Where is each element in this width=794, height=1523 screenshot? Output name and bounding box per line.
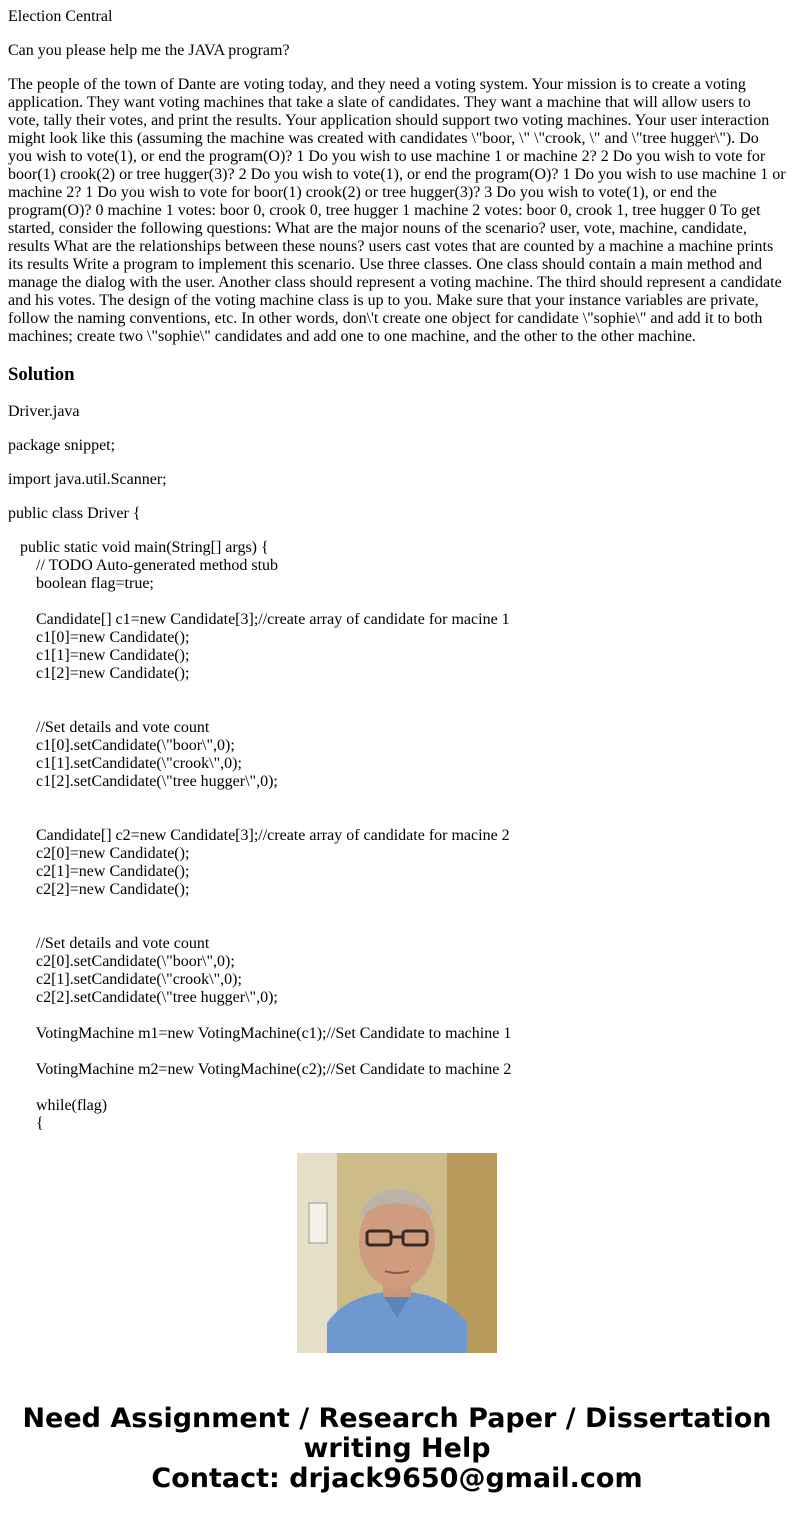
code-line xyxy=(8,809,786,827)
code-line xyxy=(8,899,786,917)
code-line: c2[2]=new Candidate(); xyxy=(8,881,190,898)
code-line xyxy=(8,701,786,719)
banner-line-1: Need Assignment / Research Paper / Dissertation xyxy=(22,1403,772,1434)
code-line: c1[0]=new Candidate(); xyxy=(8,629,190,646)
code-line: c1[1]=new Candidate(); xyxy=(8,647,190,664)
contact-banner xyxy=(0,1404,794,1494)
code-line: c1[2].setCandidate(\"tree hugger\",0); xyxy=(8,773,278,790)
code-line xyxy=(8,1079,786,1097)
code-line: c2[1]=new Candidate(); xyxy=(8,863,190,880)
code-line: Candidate[] c1=new Candidate[3];//create array of candidate for macine 1 xyxy=(8,611,510,628)
code-line: public static void main(String[] args) { xyxy=(8,539,269,556)
solution-filename: Driver.java xyxy=(8,403,80,420)
code-line: boolean flag=true; xyxy=(8,575,154,592)
class-declaration-line: public class Driver { xyxy=(8,505,141,522)
code-line: // TODO Auto-generated method stub xyxy=(8,557,279,574)
code-line: //Set details and vote count xyxy=(8,935,210,952)
code-line: while(flag) xyxy=(8,1097,108,1114)
code-line xyxy=(8,1007,786,1025)
code-line: c2[0].setCandidate(\"boor\",0); xyxy=(8,953,235,970)
code-line: c1[0].setCandidate(\"boor\",0); xyxy=(8,737,235,754)
code-line xyxy=(8,1043,786,1061)
author-portrait-image xyxy=(297,1153,497,1353)
code-block xyxy=(8,539,786,1133)
code-line xyxy=(8,593,786,611)
code-line: VotingMachine m2=new VotingMachine(c2);//Set Candidate to machine 2 xyxy=(8,1061,512,1078)
code-line: c2[0]=new Candidate(); xyxy=(8,845,190,862)
code-line: { xyxy=(8,1115,44,1132)
banner-line-2: writing Help xyxy=(303,1433,491,1464)
question-page xyxy=(8,0,786,404)
question-body: The people of the town of Dante are voting today, and they need a voting system. Your mission is to create a voting application. They want voting machines that take a slate of candidates. They want a machine that will allow users to vote, tally their votes, and print the results. Your application should support two voting machines. Your user interaction might look like this (assuming the machine was created with candidates \"boor, \" \"crook, \" and \"tree hugger\"). Do you wish to vote(1), or end the program(O)? 1 Do you wish to use machine 1 or machine 2? 2 Do you wish to vote for boor(1) crook(2) or tree hugger(3)? 2 Do you wish to vote(1), or end the program(O)? 1 Do you wish to use machine 1 or machine 2? 1 Do you wish to vote for boor(1) crook(2) or tree hugger(3)? 3 Do you wish to vote(1), or end the program(O)? 0 machine 1 votes: boor 0, crook 0, tree hugger 1 machine 2 votes: boor 0, crook 1, tree hugger 0 To get started, consider the following questions: What are the major nouns of the scenario? user, vote, machine, candidate, results What are the relationships between these nouns? users cast votes that are counted by a machine a machine prints its results Write a program to implement this scenario. Use three classes. One class should contain a main method and manage the dialog with the user. Another class should represent a voting machine. The third should represent a candidate and his votes. The design of the voting machine class is up to you. Make sure that your instance variables are private, follow the naming conventions, etc. In other words, don\'t create one object for candidate \"sophie\" and add it to both machines; create two \"sophie\" candidates and add one to one machine, and the other to the other machine. xyxy=(8,76,786,345)
banner-line-3: Contact: drjack9650@gmail.com xyxy=(151,1463,643,1494)
code-line: c2[2].setCandidate(\"tree hugger\",0); xyxy=(8,989,278,1006)
code-line: //Set details and vote count xyxy=(8,719,210,736)
code-line: c1[1].setCandidate(\"crook\",0); xyxy=(8,755,242,772)
code-line: Candidate[] c2=new Candidate[3];//create array of candidate for macine 2 xyxy=(8,827,510,844)
question-line: Can you please help me the JAVA program? xyxy=(8,42,290,59)
code-line xyxy=(8,683,786,701)
solution-heading: Solution xyxy=(8,364,75,385)
code-line: c1[2]=new Candidate(); xyxy=(8,665,190,682)
page-title: Election Central xyxy=(8,8,113,25)
package-line: package snippet; xyxy=(8,437,116,454)
code-line: VotingMachine m1=new VotingMachine(c1);//Set Candidate to machine 1 xyxy=(8,1025,512,1042)
code-line xyxy=(8,917,786,935)
import-line: import java.util.Scanner; xyxy=(8,471,167,488)
author-photo xyxy=(297,1153,497,1353)
solution-code-area xyxy=(8,403,786,1132)
code-line: c2[1].setCandidate(\"crook\",0); xyxy=(8,971,242,988)
code-line xyxy=(8,791,786,809)
